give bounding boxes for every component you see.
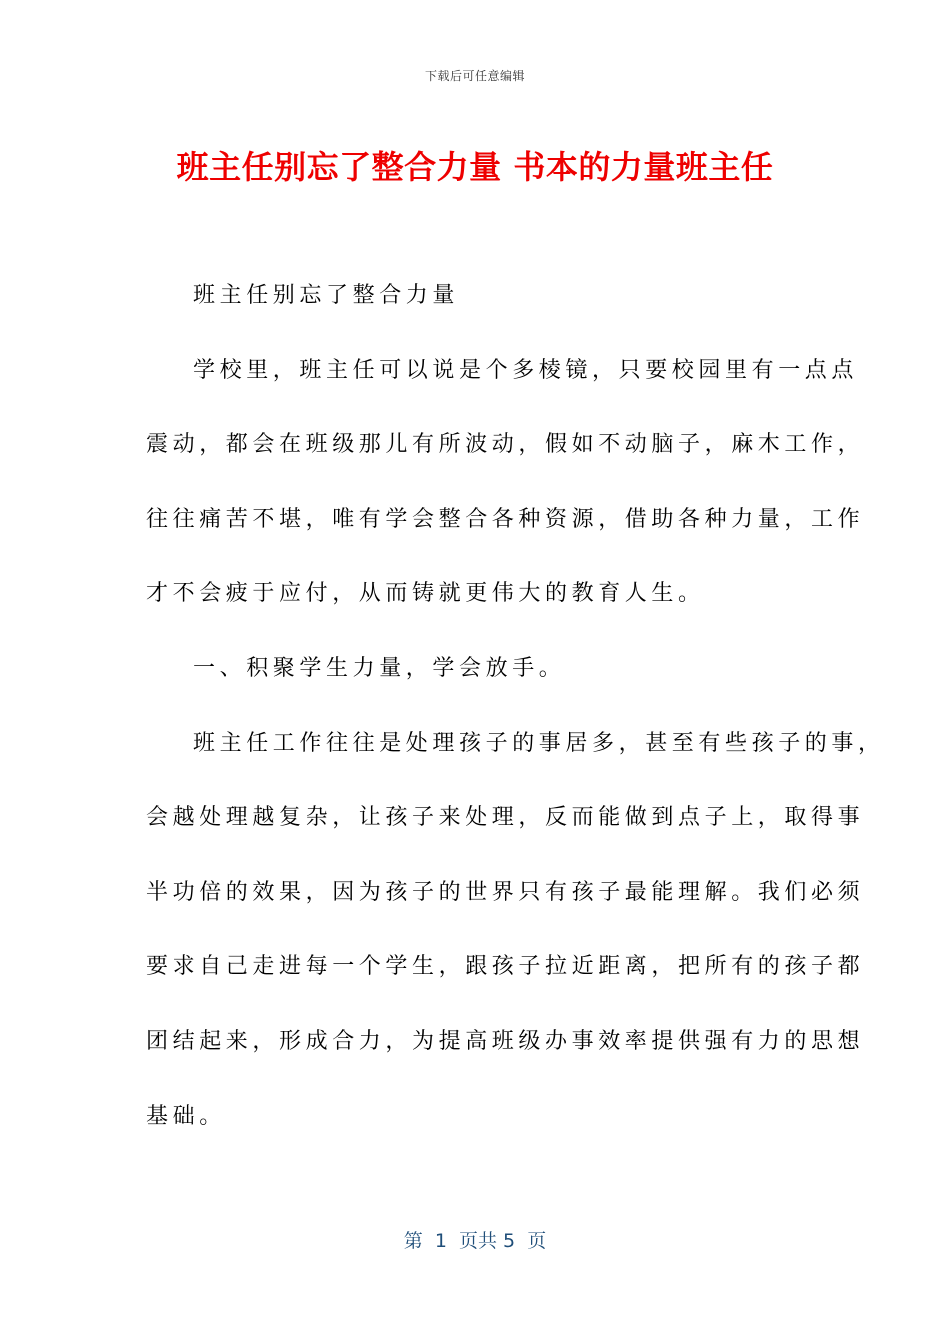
paragraph-line: 半功倍的效果，因为孩子的世界只有孩子最能理解。我们必须 bbox=[146, 879, 865, 905]
paragraph-line: 才不会疲于应付，从而铸就更伟大的教育人生。 bbox=[146, 581, 705, 607]
paragraph-line: 震动，都会在班级那儿有所波动，假如不动脑子，麻木工作， bbox=[146, 432, 865, 458]
paragraph-line: 团结起来，形成合力，为提高班级办事效率提供强有力的思想 bbox=[146, 1028, 865, 1054]
page-number-footer: 第 1 页共 5 页 bbox=[403, 1230, 547, 1252]
section-heading: 班主任别忘了整合力量 bbox=[193, 283, 460, 308]
paragraph-line: 会越处理越复杂，让孩子来处理，反而能做到点子上，取得事 bbox=[146, 805, 865, 831]
paragraph-line: 往往痛苦不堪，唯有学会整合各种资源，借助各种力量，工作 bbox=[146, 506, 865, 532]
paragraph-line: 学校里，班主任可以说是个多棱镜，只要校园里有一点点 bbox=[193, 357, 859, 383]
document-title: 班主任别忘了整合力量 书本的力量班主任 bbox=[176, 148, 774, 186]
document-body bbox=[146, 277, 885, 1172]
paragraph-line: 要求自己走进每一个学生，跟孩子拉近距离，把所有的孩子都 bbox=[146, 954, 865, 980]
paragraph-line: 班主任工作往往是处理孩子的事居多，甚至有些孩子的事， bbox=[193, 730, 885, 756]
paragraph-line: 基础。 bbox=[146, 1103, 226, 1129]
section-heading: 一、积聚学生力量，学会放手。 bbox=[193, 655, 566, 681]
header-note: 下载后可任意编辑 bbox=[424, 69, 525, 83]
